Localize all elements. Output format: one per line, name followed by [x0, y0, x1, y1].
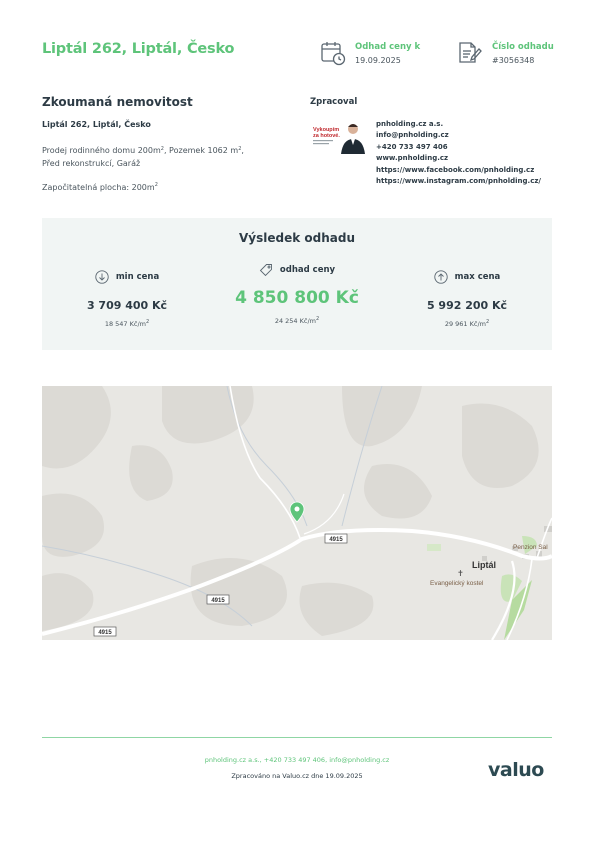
- arrow-up-circle-icon: [434, 270, 448, 284]
- sq-mark: 2: [160, 146, 164, 152]
- desc-prefix: Prodej rodinného domu 200m: [42, 146, 161, 155]
- map-pension-label: Penzion Sal: [513, 544, 548, 551]
- property-area: [42, 183, 158, 192]
- estimate-date-value: 19.09.2025: [355, 56, 401, 65]
- result-heading: Výsledek odhadu: [239, 231, 355, 245]
- property-description: [42, 144, 292, 170]
- result-panel: [42, 218, 552, 350]
- agent-phone[interactable]: +420 733 497 406: [376, 142, 448, 151]
- document-pen-icon: [457, 40, 483, 66]
- max-price-column: [382, 270, 552, 328]
- agent-photo: [311, 118, 367, 154]
- min-price-value: 3 709 400 Kč: [86, 299, 168, 312]
- max-price-value: 5 992 200 Kč: [426, 299, 508, 312]
- valuo-logo[interactable]: valuo: [488, 759, 544, 781]
- estimate-date: [320, 40, 420, 66]
- desc-suffix: ,: [241, 146, 244, 155]
- estimate-date-label: Odhad ceny k: [355, 42, 421, 52]
- map-church-label: Evangelický kostel: [430, 580, 484, 587]
- calendar-clock-icon: [320, 40, 346, 66]
- area-text: Započitatelná plocha: 200m: [42, 183, 155, 192]
- agent-heading: Zpracoval: [310, 97, 358, 107]
- map-church-cross: ✝: [457, 569, 464, 578]
- page-title: Liptál 262, Liptál, Česko: [42, 41, 235, 57]
- estimate-price-per-m2: [187, 317, 407, 325]
- footer-divider: [42, 737, 552, 738]
- agent-company: pnholding.cz a.s.: [376, 120, 444, 128]
- agent-contact: [376, 119, 541, 187]
- location-map[interactable]: [42, 386, 552, 640]
- mid-unit-text: 24 254 Kč/m: [274, 317, 316, 325]
- sq-mark: 2: [485, 319, 490, 325]
- road-label: 4915: [329, 537, 343, 543]
- agent-facebook[interactable]: https://www.facebook.com/pnholding.cz: [376, 165, 535, 174]
- agent-email[interactable]: info@pnholding.cz: [376, 131, 449, 140]
- estimate-price-label: odhad ceny: [279, 265, 336, 275]
- sq-mark: 2: [154, 182, 158, 188]
- estimate-number-label: Číslo odhadu: [492, 42, 554, 52]
- desc-middle: , Pozemek 1062 m: [163, 146, 239, 155]
- price-tag-icon: [259, 263, 273, 277]
- property-heading: Zkoumaná nemovitost: [42, 95, 193, 109]
- max-price-per-m2: [382, 320, 552, 328]
- road-label: 4915: [98, 630, 112, 636]
- estimate-price-column: [187, 263, 407, 325]
- estimate-price-value: 4 850 800 Kč: [235, 288, 359, 308]
- desc-line2: Před rekonstrukcí, Garáž: [42, 159, 141, 168]
- sq-mark: 2: [315, 316, 320, 322]
- min-price-label: min cena: [115, 272, 160, 282]
- map-canvas: [42, 386, 552, 640]
- arrow-down-circle-icon: [95, 270, 109, 284]
- sq-mark: 2: [238, 146, 242, 152]
- road-label: 4915: [211, 598, 225, 604]
- property-address: Liptál 262, Liptál, Česko: [42, 120, 151, 129]
- agent-photo-text-2: za hotové.: [313, 133, 340, 139]
- min-unit-text: 18 547 Kč/m: [104, 320, 146, 328]
- agent-photo-text-1: Vykoupím: [313, 127, 340, 133]
- agent-web[interactable]: www.pnholding.cz: [376, 154, 449, 163]
- map-town-label: Liptál: [472, 560, 496, 570]
- estimate-number: [457, 40, 554, 66]
- max-price-label: max cena: [454, 272, 501, 282]
- max-unit-text: 29 961 Kč/m: [444, 320, 486, 328]
- agent-instagram[interactable]: https://www.instagram.com/pnholding.cz/: [376, 177, 541, 186]
- sq-mark: 2: [145, 319, 150, 325]
- estimate-number-value: #3056348: [492, 56, 535, 65]
- footer-generated: Zpracováno na Valuo.cz dne 19.09.2025: [231, 772, 363, 780]
- footer-contact: pnholding.cz a.s., +420 733 497 406, info@pnholding.cz: [204, 756, 390, 764]
